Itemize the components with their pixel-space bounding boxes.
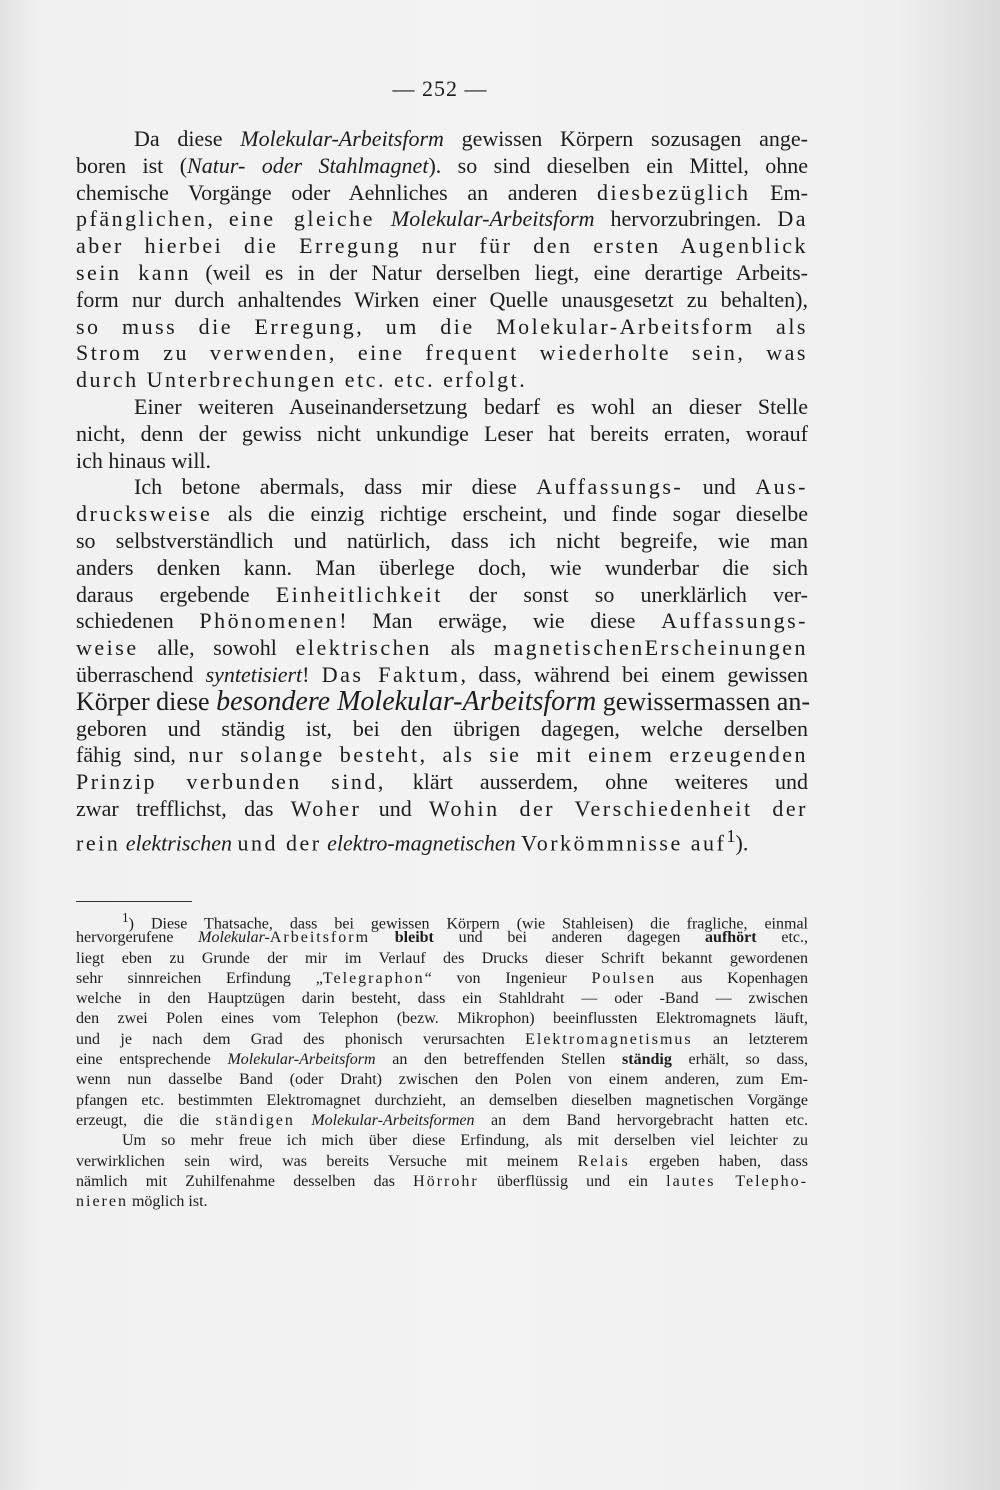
footnote-line: und je nach dem Grad des phonisch verursachten Elektromagnetismus an letzterem xyxy=(76,1030,808,1048)
body-line: nicht, denn der gewiss nicht unkundige Leser hat bereits erraten, worauf xyxy=(76,420,808,446)
page-number: — 252 — xyxy=(392,76,488,101)
body-line: Strom zu verwenden, eine frequent wiederholte sein, was xyxy=(76,340,808,366)
body-line: schiedenen Phönomenen! Man erwäge, wie diese Auffassungs- xyxy=(76,608,808,634)
body-line: weise alle, sowohl elektrischen als magnetischenErscheinungen xyxy=(76,635,808,661)
footnote-line: hervorgerufene Molekular-Arbeitsform bleibt und bei anderen dagegen aufhört etc., xyxy=(76,929,808,947)
body-line: boren ist (Natur- oder Stahlmagnet). so sind dieselben ein Mittel, ohne xyxy=(76,152,808,178)
footnote-line: welche in den Hauptzügen darin besteht, dass ein Stahldraht — oder -Band — zwischen xyxy=(76,990,808,1008)
footnote-line: eine entsprechende Molekular-Arbeitsform an den betreffenden Stellen ständig erhält, so dass, xyxy=(76,1051,809,1069)
footnote-line: erzeugt, die die ständigen Molekular-Arbeitsformen an dem Band hervorgebracht hatten etc. xyxy=(76,1111,809,1129)
footnotes xyxy=(76,908,808,1212)
footnote-line: pfangen etc. bestimmten Elektromagnet durchzieht, an demselben dieselben magnetischen Vorgänge xyxy=(76,1091,808,1109)
body-line: drucksweise als die einzig richtige erscheint, und finde sogar dieselbe xyxy=(76,501,808,527)
body-line: Da diese Molekular-Arbeitsform gewissen Körpern sozusagen ange- xyxy=(134,126,808,151)
body-line: form nur durch anhaltendes Wirken einer Quelle unausgesetzt zu behalten), xyxy=(76,286,808,312)
body-line: anders denken kann. Man überlege doch, wie wunderbar die sich xyxy=(76,554,808,580)
body-line: geboren und ständig ist, bei den übrigen dagegen, welche derselben xyxy=(76,715,808,741)
body-line: fähig sind, nur solange besteht, als sie mit einem erzeugenden xyxy=(76,742,808,768)
footnote-line: den zwei Polen eines vom Telephon (bezw. Mikrophon) beeinflussten Elektromagnets läuft, xyxy=(76,1010,808,1028)
body-line: Körper diese besondere Molekular-Arbeitsform gewissermassen an- xyxy=(76,685,810,717)
body-line: überraschend syntetisiert! Das Faktum, dass, während bei einem gewissen xyxy=(76,661,808,687)
body-line: pfänglichen, eine gleiche Molekular-Arbeitsform hervorzubringen. Da xyxy=(76,206,809,232)
body-line: durch Unterbrechungen etc. etc. erfolgt. xyxy=(76,367,528,393)
body-line: aber hierbei die Erregung nur für den ersten Augenblick xyxy=(76,233,808,259)
body-line: Einer weiteren Auseinandersetzung bedarf es wohl an dieser Stelle xyxy=(134,393,808,419)
footnote-divider xyxy=(76,901,192,902)
footnote-line: liegt eben zu Grunde der mir im Verlauf des Drucks dieser Schrift bekannt gewordenen xyxy=(76,949,808,967)
body-text xyxy=(76,126,810,856)
footnote-line: nieren möglich ist. xyxy=(76,1193,208,1211)
footnote-line: verwirklichen sein wird, was bereits Versuche mit meinem Relais ergeben haben, dass xyxy=(76,1152,808,1170)
body-line: so muss die Erregung, um die Molekular-Arbeitsform als xyxy=(76,313,808,339)
body-line: rein elektrischen und der elektro-magnetischen Vorkömmnisse auf$^1$). xyxy=(76,825,749,856)
body-line: Ich betone abermals, dass mir diese Auffassungs- und Aus- xyxy=(134,474,809,500)
footnote-line: wenn nun dasselbe Band (oder Draht) zwischen den Polen von einem anderen, zum Em- xyxy=(76,1071,808,1089)
body-line: so selbstverständlich und natürlich, dass ich nicht begreife, wie man xyxy=(76,527,808,553)
footnote-line: sehr sinnreichen Erfindung „Telegraphon“ von Ingenieur Poulsen aus Kopenhagen xyxy=(76,969,809,987)
body-line: Prinzip verbunden sind, klärt ausserdem, ohne weiteres und xyxy=(76,769,808,795)
body-line: sein kann (weil es in der Natur derselben liegt, eine derartige Arbeits- xyxy=(76,259,808,285)
footnote-line: Um so mehr freue ich mich über diese Erfindung, als mit derselben viel leichter zu xyxy=(122,1132,808,1150)
body-line: zwar trefflichst, das Woher und Wohin der Verschiedenheit der xyxy=(76,795,808,821)
body-line: ich hinaus will. xyxy=(76,447,212,473)
body-line: chemische Vorgänge oder Aehnliches an anderen diesbezüglich Em- xyxy=(76,179,808,205)
footnote-line: nämlich mit Zuhilfenahme desselben das Hörrohr überflüssig und ein lautes Telepho- xyxy=(76,1172,808,1190)
footnote-line: $^1$) Diese Thatsache, dass bei gewissen Körpern (wie Stahleisen) die fragliche, einmal xyxy=(122,910,808,933)
body-line: daraus ergebende Einheitlichkeit der sonst so unerklärlich ver- xyxy=(76,581,808,607)
